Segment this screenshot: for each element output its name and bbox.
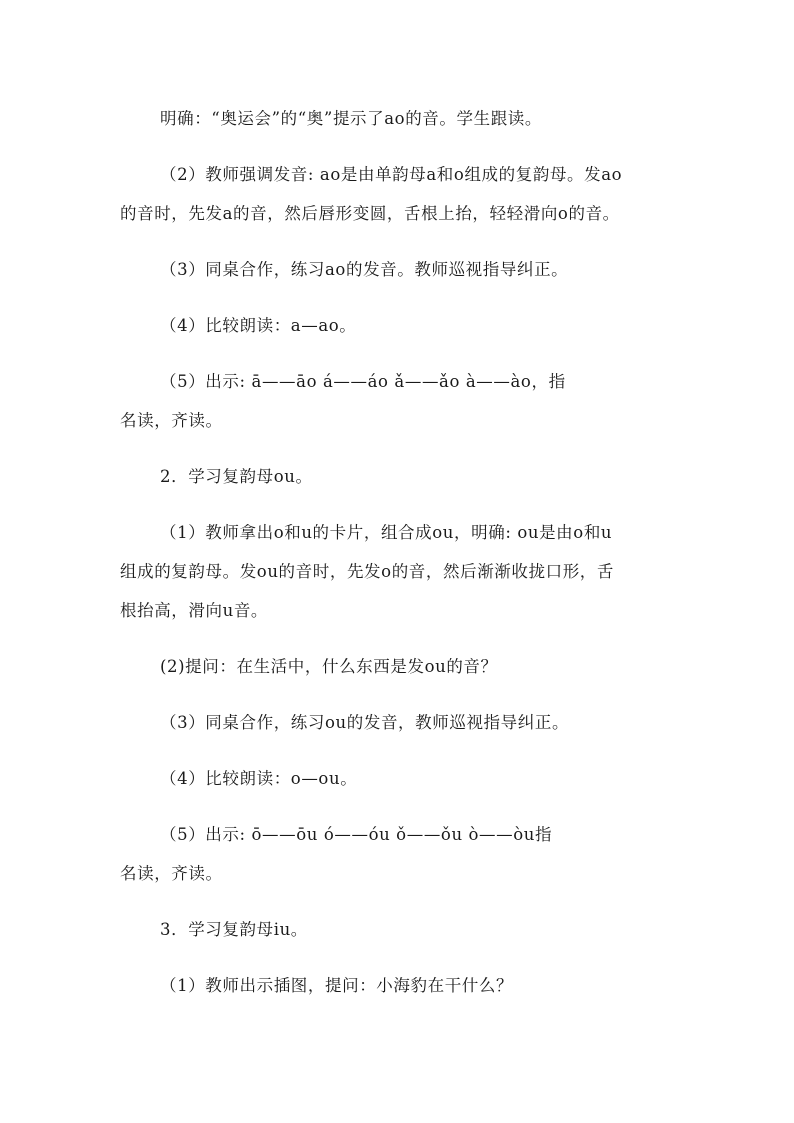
section-heading: 2．学习复韵母ou。 — [160, 467, 313, 486]
paragraph-line: （2）教师强调发音: ao是由单韵母a和o组成的复韵母。发ao — [160, 165, 623, 184]
paragraph-line: （5）出示: ā——āo á——áo ǎ——ǎo à——ào，指 — [160, 372, 566, 391]
paragraph-line: 组成的复韵母。发ou的音时，先发o的音，然后渐渐收拢口形，舌 — [120, 562, 614, 581]
paragraph-line: 明确：“奥运会”的“奥”提示了ao的音。学生跟读。 — [160, 109, 543, 128]
paragraph-line: 根抬高，滑向u音。 — [120, 601, 269, 620]
paragraph-line: （5）出示: ō——ōu ó——óu ǒ——ǒu ò——òu指 — [160, 825, 553, 844]
paragraph-line: （3）同桌合作，练习ao的发音。教师巡视指导纠正。 — [160, 260, 569, 279]
paragraph-line: （1）教师出示插图，提问：小海豹在干什么？ — [160, 976, 514, 995]
paragraph-line: （4）比较朗读：o—ou。 — [160, 769, 358, 788]
paragraph-line: （1）教师拿出o和u的卡片，组合成ou，明确: ou是由o和u — [160, 523, 613, 542]
section-heading: 3．学习复韵母iu。 — [160, 920, 308, 939]
paragraph-line: （3）同桌合作，练习ou的发音，教师巡视指导纠正。 — [160, 713, 570, 732]
paragraph-line: 的音时，先发a的音，然后唇形变圆，舌根上抬，轻轻滑向o的音。 — [120, 204, 620, 223]
paragraph-line: 名读，齐读。 — [120, 411, 223, 430]
paragraph-line: 名读，齐读。 — [120, 864, 223, 883]
paragraph-line: （4）比较朗读：a—ao。 — [160, 316, 357, 335]
paragraph-line: (2)提问：在生活中，什么东西是发ou的音？ — [160, 657, 498, 676]
